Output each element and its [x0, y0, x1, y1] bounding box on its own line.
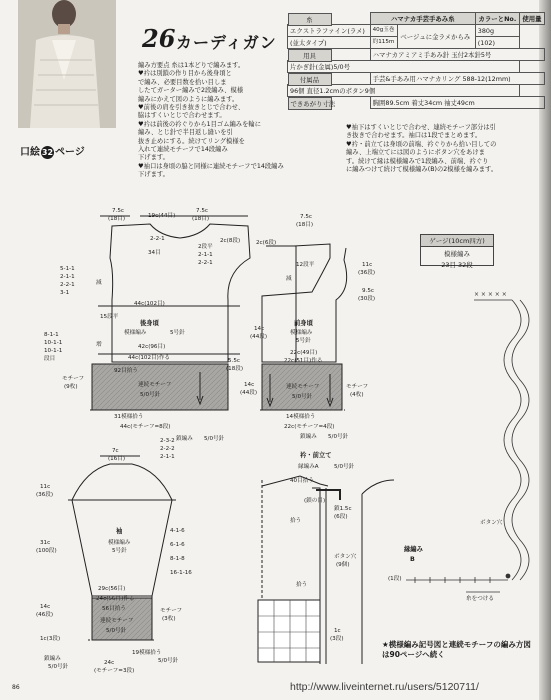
- sleeve-h-bot2: (46段): [36, 612, 54, 618]
- front-depth-a: 9.5c: [362, 288, 374, 294]
- back-l-shoulder-w: 7.5c: [112, 208, 124, 214]
- front-side-b: (44段): [250, 334, 268, 340]
- sleeve-cap-l2: (36段): [36, 492, 54, 498]
- edging-label2: B: [410, 556, 415, 563]
- sleeve-top-sts: (16目): [108, 456, 126, 462]
- back-rows-15: 15段平: [100, 314, 119, 320]
- color-header: カラーとNo.: [475, 13, 519, 25]
- back-side-1: 8-1-1: [44, 332, 59, 338]
- front-right-sts: (36段): [358, 270, 376, 276]
- back-l-shoulder-sts: (18目): [108, 216, 126, 222]
- pattern-number: 26: [142, 24, 176, 53]
- front-sub1: 模様編み: [290, 330, 313, 336]
- back-width-top: 44c(102目): [134, 301, 165, 307]
- sleeve-side2: 6-1-6: [170, 542, 185, 548]
- note-line: 下げます。: [138, 171, 169, 179]
- back-sub2: 5号針: [170, 330, 185, 336]
- note-line: き抜きで合わせます。袖口は1段でまとめます。: [346, 132, 482, 140]
- note-line: に編みつけて続けて模様編み(B)の2模様を編みます。: [346, 166, 498, 174]
- note-line: したてガーター編みで2段編み、模様: [138, 87, 244, 95]
- yarn-color-number: (102): [475, 37, 519, 49]
- front-neck-a: 2c(6段): [256, 240, 277, 246]
- collar-button2: (9個): [336, 562, 350, 568]
- back-title: 後身頃: [140, 320, 159, 327]
- notions-buttons: 96個 直径1.2cmのボタン9個: [288, 85, 520, 97]
- gauge-title: ゲージ(10cm四方): [421, 235, 493, 247]
- collar-pick: 拾う: [290, 518, 302, 524]
- sleeve-chain-hook: 5/0号針: [48, 664, 69, 670]
- back-side-3: 10-1-1: [44, 348, 63, 354]
- sleeve-bottom-w: 24c(56目)作る: [96, 596, 135, 602]
- front-side-a: 14c: [254, 326, 265, 332]
- tools-label: 用具: [288, 49, 332, 62]
- back-armhole-4: 3-1: [60, 290, 70, 296]
- tools-hook: 片かぎ針(金属)5/0号: [288, 61, 520, 73]
- edging-thread-end: 糸をつける: [466, 596, 494, 602]
- note-line: 編み、上端立てには図のようにボタン穴をあけま: [346, 149, 485, 157]
- front-title: 前身頃: [294, 320, 313, 327]
- front-w-bottom: 22c(49目): [290, 350, 318, 356]
- back-neck-detail2: 34目: [148, 250, 161, 256]
- back-neck-detail3: 2段平: [198, 244, 213, 250]
- svg-text:× × × × ×: × × × × ×: [474, 291, 507, 298]
- sleeve-rows-bot: 1c(3段): [40, 636, 61, 642]
- back-neck-w: 19c(44目): [148, 213, 176, 219]
- back-ribs: 31模様拾う: [114, 414, 144, 420]
- gauge-values: 23目 32段: [441, 261, 473, 269]
- sleeve-cap3: 2-1-1: [160, 454, 175, 460]
- note-line: ♥袖下はすくいとじで合わせ、連続モチーフ部分は引: [346, 124, 496, 131]
- notions-rings: 手芸&手あみ用ハマナカリング 588-12(12mm): [370, 73, 544, 85]
- sleeve-band-count: 56目拾う: [102, 606, 126, 612]
- back-neck-detail5: 2-2-1: [198, 260, 213, 266]
- sleeve-h-l: 31c: [40, 540, 51, 546]
- sleeve-title: 袖: [116, 528, 123, 535]
- sleeve-band-hook: 5/0号針: [106, 628, 127, 634]
- front-band-label: 連続モチーフ: [286, 384, 320, 390]
- source-url: http://www.liveinternet.ru/users/5120711/: [290, 681, 479, 693]
- back-sub1: 模様編み: [124, 330, 147, 336]
- sleeve-cap1: 2-3-2: [160, 438, 175, 444]
- back-body-schematic: [90, 216, 250, 410]
- back-band-label: 連続モチーフ: [138, 382, 172, 388]
- note-line: ♥衿は前後の衿ぐりから1目ゴム編みを輪に: [138, 120, 261, 128]
- back-band-count: 92目拾う: [114, 368, 138, 374]
- back-r-shoulder-sts: (18目): [192, 216, 210, 222]
- note-line: 抜き止めにする。続けてリング模様を: [138, 137, 245, 145]
- collar-chain-note2: 鎖1.5c: [334, 506, 352, 512]
- edging-chart: [406, 291, 529, 592]
- front-sub2: 5号針: [296, 338, 311, 344]
- note-line: ♥衿・前立ては身頃の前端、衿ぐりから拾い目しての: [346, 140, 497, 148]
- note-line: 下げます。: [138, 154, 169, 162]
- page-number: 86: [12, 684, 20, 691]
- edging-label: 縁編み: [404, 546, 423, 553]
- sleeve-side3: 8-1-8: [170, 556, 185, 562]
- collar-title: 衿・前立て: [300, 452, 332, 459]
- collar-chain-note3: (6段): [334, 514, 348, 520]
- collar-schematic: [258, 476, 394, 664]
- yarn-amount: 380g: [475, 25, 519, 37]
- sleeve-motif-count: (3枚): [162, 616, 176, 622]
- front-top-w: 7.5c: [300, 214, 312, 220]
- back-neck-detail: 2-2-1: [150, 236, 165, 242]
- back-width-mid2: 44c(102目)作る: [128, 355, 171, 361]
- note-line: す。続けて縁は模様編みで1段編み、前端、衿ぐり: [346, 157, 489, 165]
- edging-row1: (1段): [388, 576, 402, 582]
- sleeve-bottom-label2: (モチーフ=3段): [94, 668, 135, 674]
- sleeve-cap-l: 11c: [40, 484, 51, 490]
- back-armhole-1: 5-1-1: [60, 266, 75, 272]
- sleeve-ribs: 19模様拾う: [132, 650, 162, 656]
- back-bottom-w: 44c(モチーフ=8段): [120, 424, 171, 430]
- kuchie-prefix: 口絵: [20, 147, 40, 158]
- size-label: できあがり寸法: [288, 97, 332, 110]
- sleeve-mid-w: 29c(56目): [98, 586, 126, 592]
- yarn-color: ベージュに金ラメからみ: [398, 25, 475, 49]
- yarn-length: 約115m: [370, 37, 398, 49]
- front-bottom-w: 22c(モチーフ=4段): [284, 424, 335, 430]
- sleeve-band-label: 連続モチーフ: [100, 618, 134, 624]
- front-band-hook: 5/0号針: [292, 394, 313, 400]
- yarn-label: 糸: [288, 13, 332, 26]
- edging-button-hole: ボタン穴: [480, 520, 503, 526]
- collar-total: 1c: [334, 628, 341, 634]
- continued-note: ★模様編み記号図と連続モチーフの編み方図は90ページへ続く: [382, 640, 531, 659]
- yarn-name: エクストラファイン(ラメ): [288, 25, 371, 37]
- sleeve-h-l2: (100段): [36, 548, 57, 554]
- front-motif-label: モチーフ: [346, 384, 369, 390]
- front-top-sts: (18目): [296, 222, 314, 228]
- sleeve-top-w: 7c: [112, 448, 119, 454]
- back-armhole-2: 2-1-1: [60, 274, 75, 280]
- collar-hook: 5/0号針: [334, 464, 355, 470]
- pattern-title: カーディガン: [176, 33, 277, 52]
- back-rows: 2c(8段): [220, 238, 241, 244]
- sleeve-cap2: 2-2-2: [160, 446, 175, 452]
- front-h-mid2: (44段): [240, 390, 258, 396]
- back-motif-count: (9枚): [64, 384, 78, 390]
- note-line: で編み、必要目数を拾い目しま: [138, 78, 227, 86]
- tools-needles: ハマナカアミアミ手あみ針 玉付2本針5号: [370, 49, 544, 61]
- yarn-brand-header: ハマナカ手芸手あみ糸: [370, 13, 475, 25]
- collar-button: ボタン穴: [334, 554, 357, 560]
- kuchie-suffix: ページ: [55, 147, 85, 158]
- sleeve-hook1: 5/0号針: [158, 658, 179, 664]
- sleeve-bottom-label: 24c: [104, 660, 115, 666]
- gauge-stitch: 模様編み: [444, 250, 470, 258]
- front-depth-b: (30段): [358, 296, 376, 302]
- front-motif-count: (4枚): [350, 392, 364, 398]
- front-h-mid: 14c: [244, 382, 255, 388]
- note-line: ♥袖口は身頃の脇と同様に連続モチーフで14段編み: [138, 162, 284, 170]
- back-band-hook: 5/0号針: [140, 392, 161, 398]
- back-side-2: 10-1-1: [44, 340, 63, 346]
- back-r-shoulder-w: 7.5c: [196, 208, 208, 214]
- sleeve-side1: 4-1-6: [170, 528, 185, 534]
- collar-chain-note: (鎖の目): [304, 498, 326, 504]
- note-line: 編み、とじ針で半目返し縫いを引: [138, 129, 233, 137]
- collar-neck: 40目拾う: [290, 478, 314, 484]
- note-line: ♥前後の肩を引き抜きとじで合わせ、: [138, 104, 245, 112]
- collar-sub: 縁編みA: [298, 464, 319, 470]
- front-h-l: 5.5c: [228, 358, 240, 364]
- sleeve-side4: 16-1-16: [170, 570, 192, 576]
- note-line: 編みにかえて図のように編みます。: [138, 95, 239, 103]
- back-chain-hook: 5/0号針: [204, 436, 225, 442]
- front-ribs: 14模様拾う: [286, 414, 316, 420]
- note-line: 編み方要点 糸は1本どりで編みます。: [138, 62, 245, 69]
- kuchie-number: 32: [41, 148, 54, 157]
- back-neck-detail4: 2-1-1: [198, 252, 213, 258]
- sleeve-sub1: 模様編み: [108, 540, 131, 546]
- note-line: 入れて連続モチーフで14段編み: [138, 146, 228, 154]
- back-inc: 増: [96, 342, 102, 348]
- notions-label: 付属品: [288, 73, 332, 86]
- back-armhole-dec: 減: [96, 280, 102, 286]
- back-side-4: 段目: [44, 356, 56, 362]
- finished-size: 胸囲89.5cm 着丈34cm 袖丈49cm: [370, 97, 544, 109]
- sleeve-h-bot: 14c: [40, 604, 51, 610]
- sleeve-sub2: 5号針: [112, 548, 127, 554]
- front-w-bottom2: 22c(51目)作る: [284, 358, 323, 364]
- collar-total2: (3段): [330, 636, 344, 642]
- front-rows-lbl: 減: [286, 276, 292, 282]
- sleeve-chain: 鎖編み: [44, 656, 61, 662]
- back-chain: 鎖編み: [176, 436, 193, 442]
- note-line: 脇はすくいとじで合わせます。: [138, 112, 226, 120]
- yarn-type: (並太タイプ): [288, 37, 371, 49]
- back-armhole-3: 2-2-1: [60, 282, 75, 288]
- yarn-weight: 40g玉巻: [370, 25, 398, 37]
- back-motif-label: モチーフ: [62, 376, 85, 382]
- front-h-l2: (18段): [226, 366, 244, 372]
- sleeve-motif-label: モチーフ: [160, 608, 183, 614]
- back-width-mid: 42c(96目): [138, 344, 166, 350]
- note-line: ♥衿は別鎖の作り目から後身頃と: [138, 70, 232, 78]
- collar-pick2: 拾う: [296, 582, 308, 588]
- amount-header: 使用量: [519, 13, 544, 25]
- front-right-w: 11c: [362, 262, 373, 268]
- front-chain-hook: 5/0号針: [328, 434, 349, 440]
- front-chain: 鎖編み: [300, 434, 317, 440]
- front-rows-lbl2: 12段平: [296, 262, 315, 268]
